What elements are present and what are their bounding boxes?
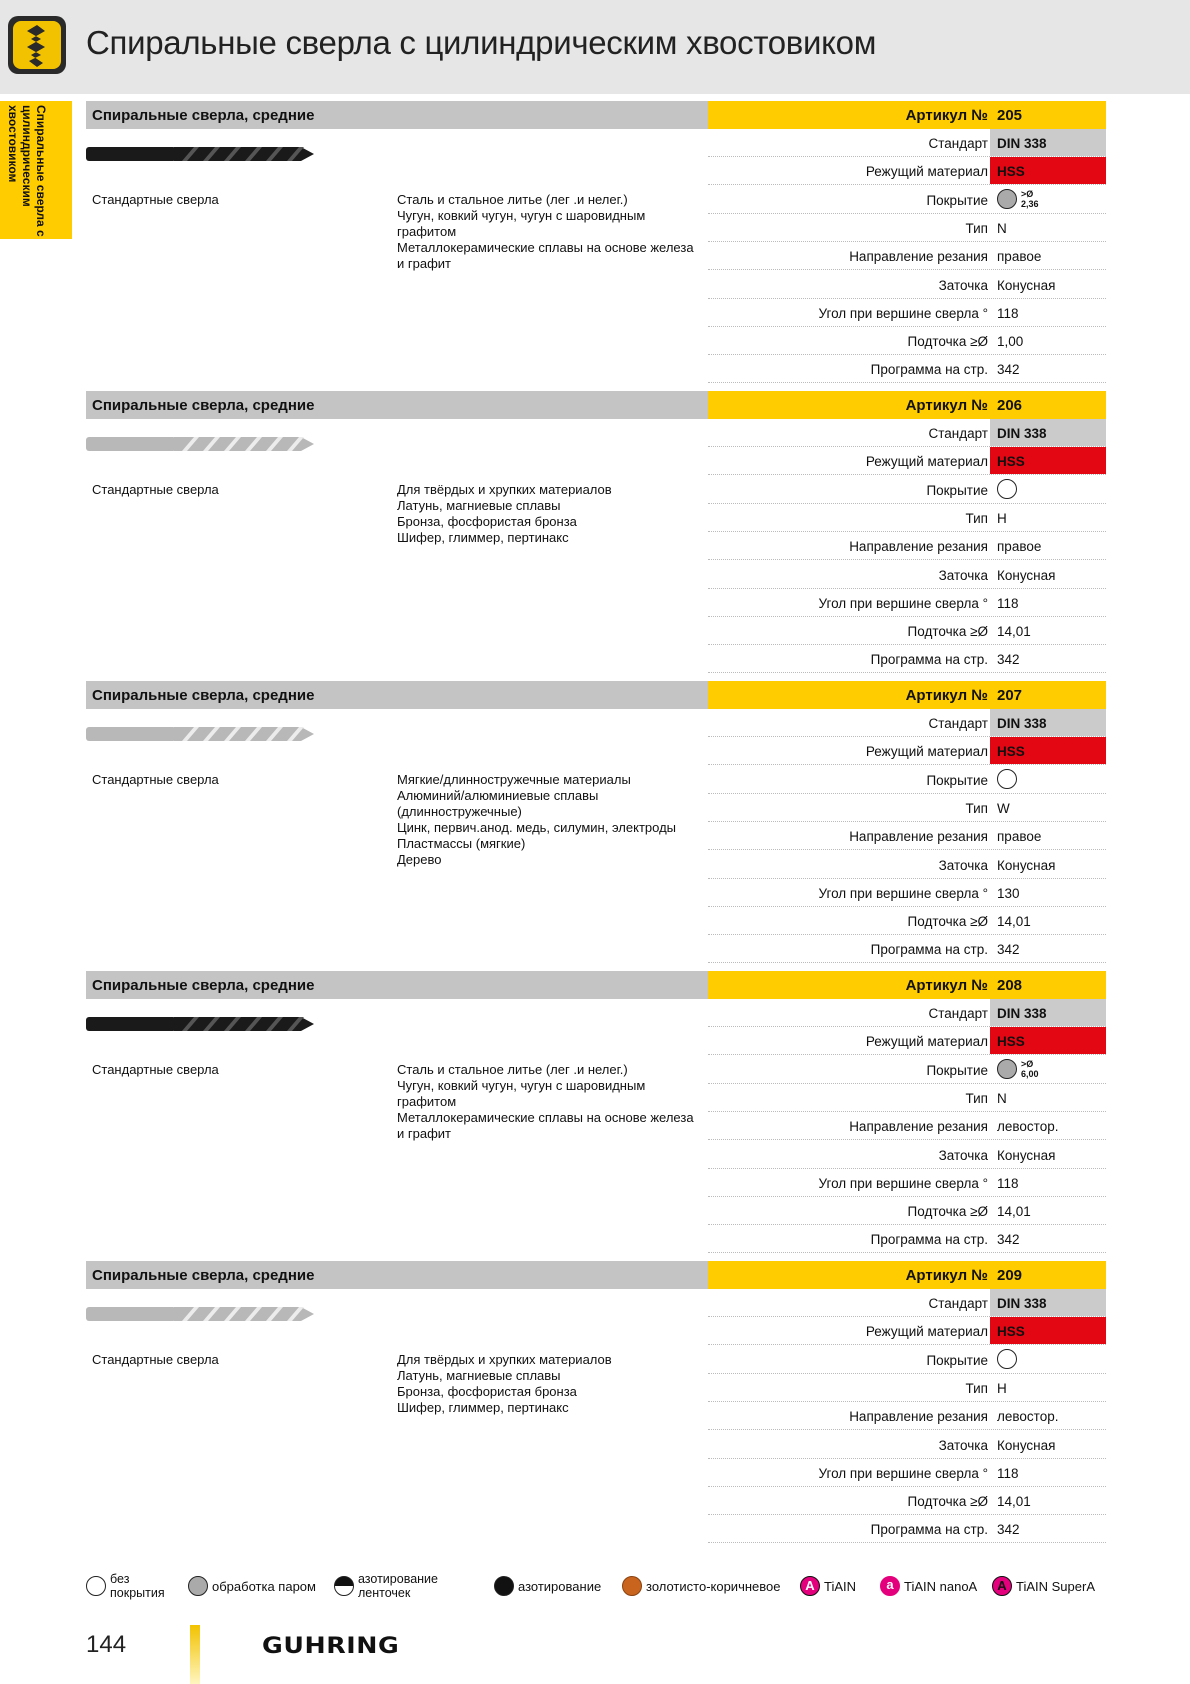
section-name: Спиральные сверла, средние <box>92 687 315 704</box>
spec-label: Направление резания <box>849 249 988 265</box>
drill-image <box>86 431 316 462</box>
spec-label: Направление резания <box>849 1119 988 1135</box>
no-coating-icon <box>997 479 1017 499</box>
spec-value: DIN 338 <box>997 1296 1047 1311</box>
spec-label: Режущий материал <box>865 1324 988 1340</box>
spec-row-type <box>708 504 1106 532</box>
spec-row-program-page <box>708 935 1106 963</box>
spec-label: Подточка ≥Ø <box>907 914 988 930</box>
product-subtitle: Стандартные сверла <box>92 1352 219 1367</box>
spec-label: Заточка <box>938 1147 988 1163</box>
spec-label: Покрытие <box>926 482 988 498</box>
spec-value: Конусная <box>997 1147 1056 1163</box>
spec-label: Покрытие <box>926 1352 988 1368</box>
spec-row-standard <box>708 419 1106 447</box>
spec-value: 342 <box>997 652 1020 668</box>
spec-label: Угол при вершине сверла ° <box>818 885 988 901</box>
spec-label: Тип <box>965 510 988 526</box>
spec-label: Заточка <box>938 1437 988 1453</box>
spec-row-grinding <box>708 1141 1106 1169</box>
spec-value: левостор. <box>997 1119 1059 1135</box>
spec-row-cutting-material <box>708 447 1106 475</box>
article-label: Артикул № <box>905 107 988 124</box>
spec-label: Заточка <box>938 567 988 583</box>
spec-value: DIN 338 <box>997 136 1047 151</box>
spec-row-type <box>708 214 1106 242</box>
nitride-icon <box>494 1576 514 1596</box>
spec-value: 1,00 <box>997 334 1024 350</box>
spec-value: N <box>997 1090 1007 1106</box>
spec-row-cutting-direction <box>708 242 1106 270</box>
spec-value: DIN 338 <box>997 426 1047 441</box>
material-item: Пластмассы (мягкие) <box>397 836 526 851</box>
spec-value: 14,01 <box>997 1204 1031 1220</box>
material-item: Мягкие/длинностружечные материалы <box>397 772 631 787</box>
spec-label: Режущий материал <box>865 454 988 470</box>
spec-value: H <box>997 510 1007 526</box>
product-subtitle: Стандартные сверла <box>92 192 219 207</box>
spec-label: Стандарт <box>928 136 988 151</box>
tialn-nano-icon: a <box>880 1576 900 1596</box>
spec-label: Заточка <box>938 857 988 873</box>
spec-label: Подточка ≥Ø <box>907 1494 988 1510</box>
material-item: Бронза, фосфористая бронза <box>397 514 577 529</box>
spec-row-grinding <box>708 1431 1106 1459</box>
spec-value: 342 <box>997 942 1020 958</box>
bronze-coating-icon <box>622 1576 642 1596</box>
page-title: Спиральные сверла с цилиндрическим хвостовиком <box>86 24 877 61</box>
spec-row-type <box>708 1084 1106 1112</box>
spec-row-standard <box>708 129 1106 157</box>
spec-label: Программа на стр. <box>870 942 988 958</box>
spec-row-point-thinning <box>708 327 1106 355</box>
section-header <box>86 1261 1106 1289</box>
article-number: 209 <box>997 1267 1023 1284</box>
materials-list <box>397 192 697 272</box>
spec-row-coating <box>708 1056 1106 1084</box>
legend-label: обработка паром <box>212 1579 316 1594</box>
drill-image <box>86 721 316 752</box>
spec-label: Тип <box>965 1380 988 1396</box>
half-nitride-icon <box>334 1576 354 1596</box>
product-section <box>86 391 1106 681</box>
spec-row-program-page <box>708 645 1106 673</box>
spec-value: W <box>997 800 1010 816</box>
spec-label: Режущий материал <box>865 1034 988 1050</box>
spec-label: Угол при вершине сверла ° <box>818 1465 988 1481</box>
spec-value: HSS <box>997 164 1025 180</box>
spec-row-coating <box>708 476 1106 504</box>
spec-label: Направление резания <box>849 539 988 555</box>
spec-row-coating <box>708 766 1106 794</box>
article-label: Артикул № <box>905 977 988 994</box>
spec-value: N <box>997 220 1007 236</box>
spec-row-point-angle <box>708 879 1106 907</box>
spec-row-cutting-direction <box>708 532 1106 560</box>
spec-value: 118 <box>997 1465 1019 1481</box>
steam-coating-icon <box>997 189 1017 209</box>
spec-row-grinding <box>708 851 1106 879</box>
spec-label: Угол при вершине сверла ° <box>818 1175 988 1191</box>
spec-value: H <box>997 1380 1007 1396</box>
tialn-icon: A <box>800 1576 820 1596</box>
spec-row-point-angle <box>708 589 1106 617</box>
spec-value: 118 <box>997 1175 1019 1191</box>
spec-row-standard <box>708 1289 1106 1317</box>
spec-label: Программа на стр. <box>870 652 988 668</box>
spec-label: Подточка ≥Ø <box>907 334 988 350</box>
article-label: Артикул № <box>905 687 988 704</box>
spec-label: Режущий материал <box>865 164 988 180</box>
spec-value: 342 <box>997 1522 1020 1538</box>
spec-value: DIN 338 <box>997 1006 1047 1021</box>
product-section <box>86 101 1106 391</box>
section-header <box>86 681 1106 709</box>
spec-row-type <box>708 1374 1106 1402</box>
material-item: Сталь и стальное литье (лег .и нелег.) <box>397 1062 628 1077</box>
coating-legend <box>86 1571 1106 1601</box>
spec-value: 342 <box>997 362 1020 378</box>
product-subtitle: Стандартные сверла <box>92 772 219 787</box>
spec-row-program-page <box>708 1515 1106 1543</box>
spec-label: Направление резания <box>849 829 988 845</box>
spec-label: Покрытие <box>926 192 988 208</box>
drill-image <box>86 1011 316 1042</box>
material-item: Дерево <box>397 852 442 867</box>
spec-value: 14,01 <box>997 914 1031 930</box>
spec-row-cutting-material <box>708 157 1106 185</box>
spec-row-point-thinning <box>708 617 1106 645</box>
article-label: Артикул № <box>905 1267 988 1284</box>
spec-value: HSS <box>997 1324 1025 1340</box>
section-name: Спиральные сверла, средние <box>92 977 315 994</box>
spec-label: Покрытие <box>926 1062 988 1078</box>
article-number: 205 <box>997 107 1023 124</box>
spec-label: Тип <box>965 1090 988 1106</box>
material-item: Чугун, ковкий чугун, чугун с шаровидным графитом <box>397 208 646 239</box>
spec-value: DIN 338 <box>997 716 1047 731</box>
spec-row-point-angle <box>708 1459 1106 1487</box>
legend-label: азотирование ленточек <box>358 1572 438 1600</box>
legend-label: азотирование <box>518 1579 602 1594</box>
product-subtitle: Стандартные сверла <box>92 1062 219 1077</box>
material-item: Чугун, ковкий чугун, чугун с шаровидным графитом <box>397 1078 646 1109</box>
product-subtitle: Стандартные сверла <box>92 482 219 497</box>
spec-label: Программа на стр. <box>870 362 988 378</box>
section-name: Спиральные сверла, средние <box>92 397 315 414</box>
spec-value: Конусная <box>997 1437 1056 1453</box>
spec-value: Конусная <box>997 857 1056 873</box>
page-number: 144 <box>86 1631 127 1658</box>
tialn-super-icon: A <box>992 1576 1012 1596</box>
spec-value: правое <box>997 539 1042 555</box>
no-coating-icon <box>997 1349 1017 1369</box>
spec-row-standard <box>708 999 1106 1027</box>
spec-row-type <box>708 794 1106 822</box>
steam-coating-icon <box>997 1059 1017 1079</box>
steam-coating-icon <box>188 1576 208 1596</box>
brand-logo: GUHRING <box>262 1634 400 1659</box>
material-item: Бронза, фосфористая бронза <box>397 1384 577 1399</box>
legend-label: без покрытия <box>110 1572 165 1600</box>
spec-row-program-page <box>708 1225 1106 1253</box>
material-item: Сталь и стальное литье (лег .и нелег.) <box>397 192 628 207</box>
spec-label: Стандарт <box>928 1006 988 1021</box>
spec-row-coating <box>708 1346 1106 1374</box>
legend-label: TiAIN nanoA <box>904 1579 978 1594</box>
no-coating-icon <box>997 769 1017 789</box>
spec-row-point-thinning <box>708 907 1106 935</box>
spec-label: Стандарт <box>928 426 988 441</box>
coating-note: >Ø 2,36 <box>1021 188 1039 209</box>
spec-row-standard <box>708 709 1106 737</box>
section-name: Спиральные сверла, средние <box>92 1267 315 1284</box>
spec-row-point-thinning <box>708 1197 1106 1225</box>
spec-label: Покрытие <box>926 772 988 788</box>
product-section <box>86 1261 1106 1551</box>
drill-image <box>86 1301 316 1332</box>
spec-value: правое <box>997 829 1042 845</box>
spec-label: Стандарт <box>928 1296 988 1311</box>
material-item: Для твёрдых и хрупких материалов <box>397 1352 612 1367</box>
spec-row-point-angle <box>708 299 1106 327</box>
material-item: Металлокерамические сплавы на основе железа и графит <box>397 240 694 271</box>
legend-label: TiAIN <box>824 1579 857 1594</box>
footer-accent-bar <box>190 1625 200 1684</box>
spec-row-cutting-direction <box>708 822 1106 850</box>
spec-row-cutting-material <box>708 737 1106 765</box>
spec-value: Конусная <box>997 567 1056 583</box>
material-item: Алюминий/алюминиевые сплавы (длинностружечные) <box>397 788 599 819</box>
product-section <box>86 971 1106 1261</box>
material-item: Латунь, магниевые сплавы <box>397 498 561 513</box>
legend-label: TiAIN SuperA <box>1016 1579 1095 1594</box>
spec-label: Угол при вершине сверла ° <box>818 595 988 611</box>
article-number: 208 <box>997 977 1023 994</box>
spec-value: Конусная <box>997 277 1056 293</box>
spec-row-cutting-direction <box>708 1112 1106 1140</box>
spec-row-point-thinning <box>708 1487 1106 1515</box>
spec-row-cutting-direction <box>708 1402 1106 1430</box>
spec-label: Тип <box>965 220 988 236</box>
no-coating-icon <box>86 1576 106 1596</box>
materials-list <box>397 482 697 546</box>
spec-row-grinding <box>708 561 1106 589</box>
spec-value: левостор. <box>997 1409 1059 1425</box>
spec-row-cutting-material <box>708 1317 1106 1345</box>
spec-value: 14,01 <box>997 1494 1031 1510</box>
side-tab-label: Спиральные сверла с цилиндрическим хвостовиком <box>6 105 48 237</box>
spec-value: 118 <box>997 595 1019 611</box>
spec-row-grinding <box>708 271 1106 299</box>
spec-label: Угол при вершине сверла ° <box>818 305 988 321</box>
spec-value: 130 <box>997 885 1020 901</box>
spec-label: Направление резания <box>849 1409 988 1425</box>
material-item: Металлокерамические сплавы на основе железа и графит <box>397 1110 694 1141</box>
spec-label: Стандарт <box>928 716 988 731</box>
drill-image <box>86 141 316 172</box>
spec-label: Режущий материал <box>865 744 988 760</box>
spec-row-coating <box>708 186 1106 214</box>
materials-list <box>397 1062 697 1142</box>
section-header <box>86 971 1106 999</box>
material-item: Латунь, магниевые сплавы <box>397 1368 561 1383</box>
legend-label: золотисто-коричневое <box>646 1579 781 1594</box>
spec-value: HSS <box>997 454 1025 470</box>
spec-value: HSS <box>997 744 1025 760</box>
material-item: Шифер, глиммер, пертинакс <box>397 1400 569 1415</box>
materials-list <box>397 1352 697 1416</box>
drill-logo-icon <box>8 16 66 74</box>
spec-label: Программа на стр. <box>870 1522 988 1538</box>
spec-row-cutting-material <box>708 1027 1106 1055</box>
article-number: 207 <box>997 687 1023 704</box>
spec-value: 14,01 <box>997 624 1031 640</box>
spec-label: Подточка ≥Ø <box>907 1204 988 1220</box>
material-item: Для твёрдых и хрупких материалов <box>397 482 612 497</box>
section-header <box>86 391 1106 419</box>
materials-list <box>397 772 697 868</box>
section-header <box>86 101 1106 129</box>
spec-row-program-page <box>708 355 1106 383</box>
spec-label: Тип <box>965 800 988 816</box>
spec-value: 342 <box>997 1232 1020 1248</box>
product-section <box>86 681 1106 971</box>
spec-value: HSS <box>997 1034 1025 1050</box>
spec-row-point-angle <box>708 1169 1106 1197</box>
spec-value: 118 <box>997 305 1019 321</box>
side-tab <box>0 101 72 239</box>
material-item: Цинк, первич.анод. медь, силумин, электроды <box>397 820 677 835</box>
page-header <box>0 0 1190 94</box>
spec-label: Заточка <box>938 277 988 293</box>
article-number: 206 <box>997 397 1023 414</box>
coating-note: >Ø 6,00 <box>1021 1058 1039 1079</box>
material-item: Шифер, глиммер, пертинакс <box>397 530 569 545</box>
spec-value: правое <box>997 249 1042 265</box>
article-label: Артикул № <box>905 397 988 414</box>
spec-label: Подточка ≥Ø <box>907 624 988 640</box>
section-name: Спиральные сверла, средние <box>92 107 315 124</box>
spec-label: Программа на стр. <box>870 1232 988 1248</box>
